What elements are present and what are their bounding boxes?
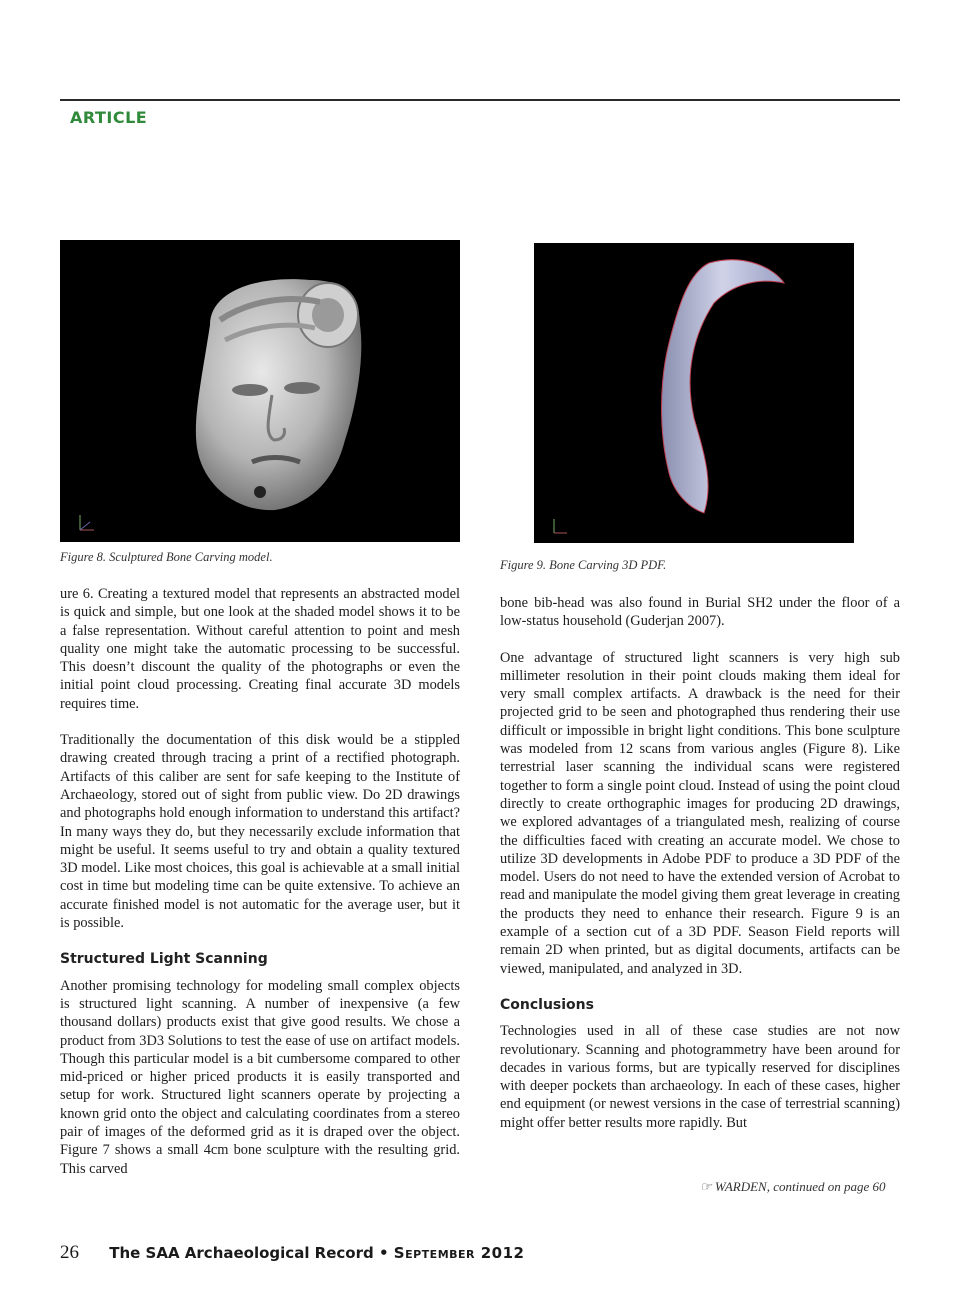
pointing-hand-icon: ☞: [700, 1179, 712, 1194]
footer-separator: •: [373, 1244, 394, 1262]
continued-text: WARDEN, continued on page 60: [714, 1179, 886, 1194]
continued-note: [700, 1179, 886, 1195]
figure-8-caption: Figure 8. Sculptured Bone Carving model.: [60, 550, 273, 564]
section-heading-conclusions: Conclusions: [500, 996, 594, 1013]
right-paragraph-3: Technologies used in all of these case studies are not now revolutionary. Scanning and photogrammetry have been around for decades in various forms, but are typically reserved for disciplines with deeper pockets than archaeology. In each of these cases, higher end equipment (or newest versions in the case of terrestrial scanning) might offer better results more rapidly. But: [500, 1023, 900, 1131]
page-number: 26: [60, 1242, 79, 1263]
figure-9-caption: Figure 9. Bone Carving 3D PDF.: [500, 558, 667, 572]
header-rule: [60, 99, 900, 101]
page-footer: [60, 1242, 524, 1264]
right-paragraph-1: bone bib-head was also found in Burial SH2 under the floor of a low-status household (Guderjan 2007).: [500, 595, 900, 630]
left-paragraph-1: ure 6. Creating a textured model that represents an abstracted model is quick and simple, but one look at the shaded model shows it to be a false representation. Without careful attention to point and mesh quality one might take the automatic processing to be successful. This doesn’t discount the quality of the photographs or even the initial point cloud processing. Creating final accurate 3D models requires time.: [60, 586, 460, 712]
left-paragraph-3: Another promising technology for modeling small complex objects is structured light scanning. A number of inexpensive (a few thousand dollars) products exist that give good results. We chose a product from 3D3 Solutions to test the ease of use on artifact models. Though this particular model is a bit cumbersome compared to other mid-priced or higher priced products it is easily transported and setup for work. Structured light scanners operate by projecting a known grid onto the object and calculating coordinates from a stereo pair of images of the deformed grid as it is draped over the object. Figure 7 shows a small 4cm bone sculpture with the resulting grid. This carved: [60, 977, 460, 1177]
left-column: [60, 585, 460, 1196]
issue-date: September 2012: [393, 1244, 525, 1262]
figure-8-image: [60, 240, 460, 542]
right-column: [500, 594, 900, 1150]
right-paragraph-2: One advantage of structured light scanners is very high sub millimeter resolution in their point clouds making them ideal for very small complex artifacts. A drawback is the need for their projected grid to be seen and photographed thus rendering their use difficult or impossible in bright light conditions. This bone sculpture was modeled from 12 scans from various angles (Figure 8). Like terrestrial laser scanning the individual scans were registered together to form a single point cloud. Instead of using the point cloud directly to create orthographic images for producing 2D drawings, we explored advantages of a triangulated mesh, realizing of course the difficulties faced with creating an accurate model. We chose to utilize 3D developments in Adobe PDF to produce a 3D PDF of the model. Users do not need to have the extended version of Acrobat to read and manipulate the model giving them great leverage in creating the products they need to enhance their research. Figure 9 is an example of a section cut of a 3D PDF. Season Field reports will remain 2D when printed, but as digital documents, artifacts can be viewed, manipulated, and analyzed in 3D.: [500, 649, 900, 977]
publication-title: The SAA Archaeological Record: [109, 1244, 374, 1262]
section-heading-structured-light: Structured Light Scanning: [60, 951, 268, 968]
section-label: ARTICLE: [70, 108, 148, 127]
left-paragraph-2: Traditionally the documentation of this disk would be a stippled drawing created through tracing a print of a rectified photograph. Artifacts of this caliber are sent for safe keeping to the Institute of Archaeology, stored out of sight from public view. Do 2D drawings and photographs hold enough information to understand this artifact? In many ways they do, but they necessarily exclude information that might be useful. It seems useful to try and obtain a quality textured 3D model. Like most choices, this goal is achievable at a small initial cost in time but modeling time can be quite extensive. To achieve an accurate finished model is not automatic for the average user, but it is possible.: [60, 732, 460, 932]
figure-9-image: [534, 243, 854, 543]
